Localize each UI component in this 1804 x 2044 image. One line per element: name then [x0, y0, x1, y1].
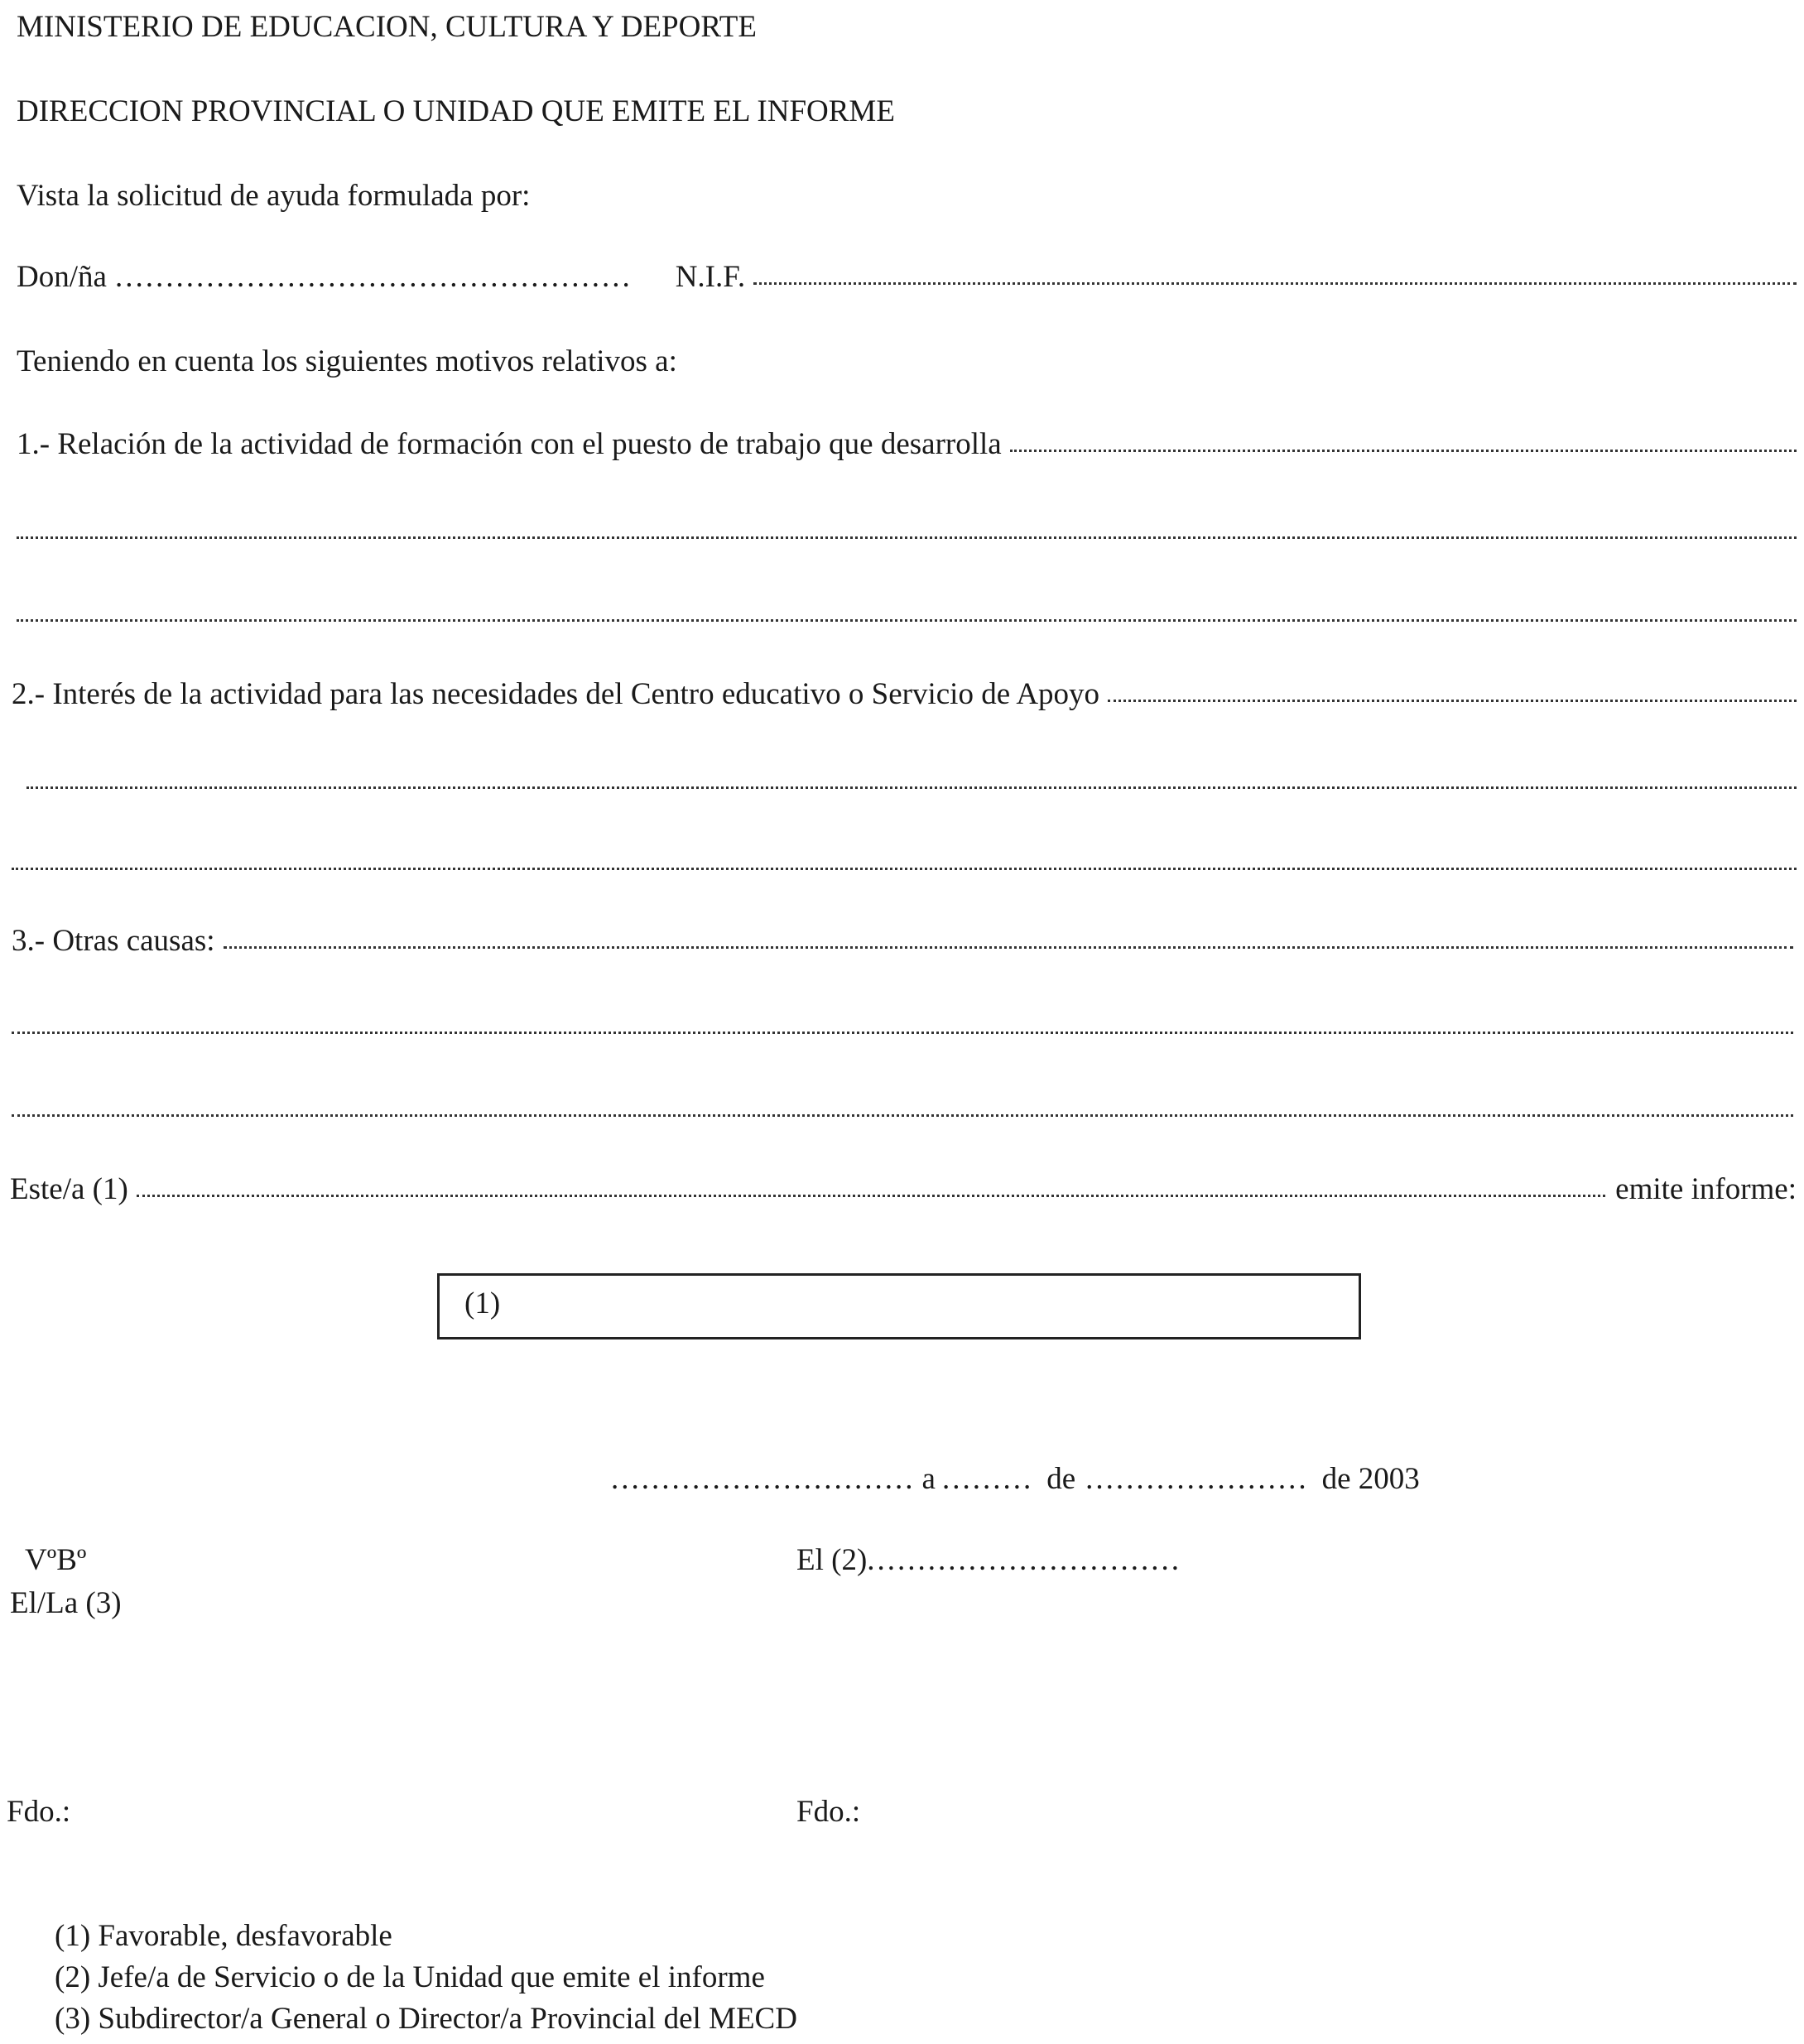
reason-1-line-3[interactable]	[17, 619, 1797, 622]
fdo-left: Fdo.:	[7, 1795, 71, 1829]
report-issuer-field[interactable]	[137, 1193, 1605, 1197]
right-signer-field[interactable]: ...............................	[867, 1543, 1182, 1577]
date-a-label: a	[921, 1462, 936, 1496]
reason-3-label: 3.- Otras causas:	[12, 924, 215, 958]
footnote-3: (3) Subdirector/a General o Director/a Provincial del MECD	[55, 2002, 797, 2036]
footnote-1: (1) Favorable, desfavorable	[55, 1919, 392, 1953]
date-de-label: de	[1046, 1462, 1076, 1496]
reason-3-line-2[interactable]	[12, 1032, 1793, 1034]
day-field[interactable]: .........	[941, 1462, 1034, 1496]
reason-1-row	[17, 429, 1797, 459]
left-signer-role: El/La (3)	[10, 1586, 122, 1620]
nif-label: N.I.F.	[675, 260, 746, 294]
year-label: de 2003	[1321, 1462, 1420, 1496]
report-result-box[interactable]	[437, 1273, 1361, 1339]
reason-3-line-3[interactable]	[12, 1114, 1793, 1117]
ministry-title: MINISTERIO DE EDUCACION, CULTURA Y DEPORTE	[17, 10, 757, 44]
place-field[interactable]: ..............................	[611, 1462, 916, 1496]
reason-3-row	[12, 926, 1793, 956]
intro-text: Vista la solicitud de ayuda formulada por:	[17, 179, 531, 213]
report-suffix: emite informe:	[1615, 1172, 1797, 1206]
name-field[interactable]: ...................................................	[114, 260, 633, 294]
right-signer-role: El (2)	[796, 1543, 868, 1577]
name-label: Don/ña	[17, 260, 107, 294]
reason-2-label: 2.- Interés de la actividad para las necesidades del Centro educativo o Servicio de Apoyo	[12, 677, 1100, 711]
reason-1-line-2[interactable]	[17, 536, 1797, 539]
report-prefix: Este/a (1)	[10, 1172, 128, 1206]
reason-2-line-3[interactable]	[12, 868, 1797, 870]
reason-2-line-2[interactable]	[26, 786, 1797, 789]
reason-1-field[interactable]	[1010, 448, 1797, 452]
issuing-unit-title: DIRECCION PROVINCIAL O UNIDAD QUE EMITE EL INFORME	[17, 94, 895, 128]
footnote-2: (2) Jefe/a de Servicio o de la Unidad que emite el informe	[55, 1960, 765, 1994]
reason-2-field[interactable]	[1108, 698, 1797, 702]
nif-field[interactable]	[753, 281, 1797, 285]
result-box-label: (1)	[464, 1287, 501, 1320]
vobo-label: VºBº	[25, 1543, 87, 1577]
reason-1-label: 1.- Relación de la actividad de formación con el puesto de trabajo que desarrolla	[17, 427, 1002, 461]
applicant-row	[17, 262, 1797, 292]
month-field[interactable]: ......................	[1085, 1462, 1309, 1496]
fdo-right: Fdo.:	[796, 1795, 861, 1829]
right-signer-row	[796, 1545, 1181, 1575]
reason-2-row	[12, 679, 1797, 709]
reasons-intro: Teniendo en cuenta los siguientes motivos relativos a:	[17, 344, 677, 378]
date-row	[611, 1464, 1420, 1494]
report-row	[10, 1174, 1797, 1205]
reason-3-field[interactable]	[224, 945, 1793, 949]
